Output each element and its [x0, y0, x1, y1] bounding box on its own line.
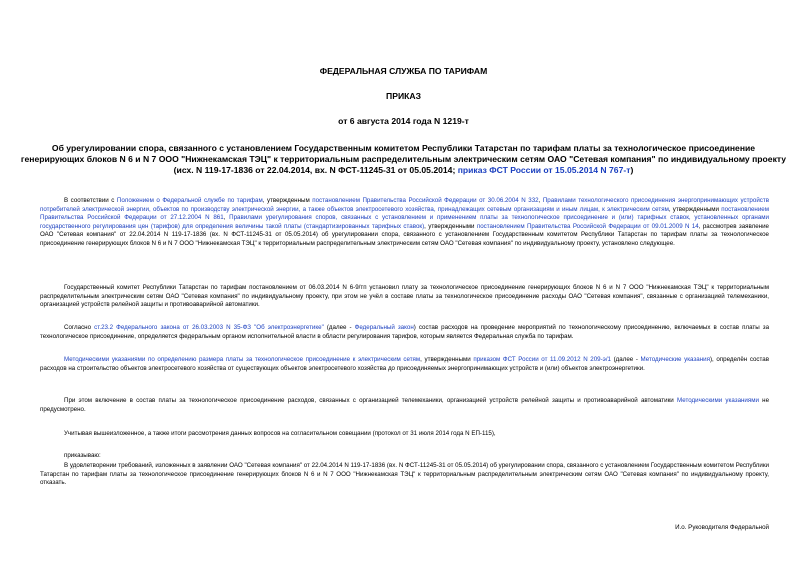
p1-text-6: , утвержденными	[424, 222, 477, 230]
link-decree-14[interactable]: постановлением Правительства Российской Федерации от 09.01.2009 N 14	[476, 222, 699, 230]
p4-text-1: , утвержденными	[420, 356, 474, 363]
p1-text-3: ,	[538, 197, 543, 204]
link-order-209[interactable]: приказом ФСТ России от 11.09.2012 N 209-э/1	[473, 356, 611, 363]
paragraph-1	[40, 197, 769, 248]
link-fst-regulation[interactable]: Положением о Федеральной службе по тарифам	[116, 197, 263, 204]
p4-text-3: ), определён состав расходов на строительство объектов электросетевого хозяйства от существующих объектов электросетевого хозяйства до присоединяемых энергопринимающих устройств и (или) объектов электроэнергетики.	[40, 356, 770, 372]
link-guidelines-short[interactable]: Методические указания	[640, 356, 710, 363]
p1-text-5: ,	[223, 214, 230, 221]
link-federal-law[interactable]: Федеральный закон	[354, 324, 414, 331]
doc-type-heading: ПРИКАЗ	[386, 91, 421, 101]
p1-text-2: , утвержденным	[262, 197, 313, 204]
p1-text-7: , рассмотрев заявление ОАО "Сетевая компания" от 22.04.2014 N 119-17-1836 (вх. N ФСТ-11245-31 от 05.05.2014) об урегулировании спора, связанного с установлением Государственным комитетом Республики Татарстан по тарифам платы за технологическое присоединение генерирующих блоков N 6 и N 7 ООО "Нижнекамская ТЭЦ" к территориальным распределительным электрическим сетям ОАО "Сетевая компания" по индивидуальному проекту, установлено следующее.	[40, 222, 769, 247]
title-ref-suffix: )	[630, 165, 634, 176]
link-dispute-rules[interactable]: Правилами урегулирования споров, связанных с установлением и применением платы за технологическое присоединение и (или) тарифных ставок, установленных органами государственного регулирования цен (тарифов) для определения величины такой платы (стандартизированных тарифных ставок)	[40, 214, 769, 230]
p3-text-1: Согласно	[64, 324, 95, 331]
agency-heading: ФЕДЕРАЛЬНАЯ СЛУЖБА ПО ТАРИФАМ	[319, 66, 488, 76]
title-main: Об урегулировании спора, связанного с установлением Государственным комитетом Республики Татарстан по тарифам платы за технологическое присоединение генерирующих блоков N 6 и N 7 ООО "Нижнекамская ТЭЦ" к территориальным распределительным электрическим сетям ОАО "Сетевая компания" по индивидуальному проекту	[20, 143, 787, 165]
title-ref-prefix: (исх. N 119-17-1836 от 22.04.2014, вх. N ФСТ-11245-31 от 05.05.2014;	[173, 165, 458, 176]
paragraph-7: приказываю:	[64, 452, 101, 459]
paragraph-4	[40, 356, 769, 373]
date-number-heading: от 6 августа 2014 года N 1219-т	[338, 116, 469, 126]
p3-text-2: (далее -	[323, 324, 355, 331]
p1-text-4: , утвержденными	[668, 205, 722, 213]
paragraph-8: В удовлетворении требований, изложенных в заявлении ОАО "Сетевая компания" от 22.04.2014 N 119-17-1836 (вх. N ФСТ-11245-31 от 05.05.2014) об урегулировании спора, связанного с установлением Государственным комитетом Республики Татарстан по тарифам платы за технологическое присоединение генерирующих блоков N 6 и N 7 ООО "Нижнекамская ТЭЦ" к территориальным распределительным электрическим сетям ОАО "Сетевая компания" по индивидуальному проекту, отказать.	[40, 462, 769, 486]
paragraph-2: Государственный комитет Республики Татарстан по тарифам постановлением от 06.03.2014 N 6-9/тп установил плату за технологическое присоединение генерирующих блоков N 6 и N 7 ООО "Нижнекамская ТЭЦ" к территориальным распределительным электрическим сетям ОАО "Сетевая компания" по индивидуальному проекту, при этом не учёл в составе платы за технологическое присоединение расходы ОАО "Сетевая компания", связанные с организацией телемеханики, организацией устройств релейной защиты и противоаварийной автоматики.	[40, 284, 769, 308]
p3-text-3: ) состав расходов на проведение мероприятий по технологическому присоединению, включаемых в состав платы за технологическое присоединение, определяется федеральным органом исполнительной власти в области регулирования тарифов, которым является Федеральная служба по тарифам.	[40, 324, 770, 340]
signature-line: И.о. Руководителя Федеральной	[675, 524, 769, 531]
link-federal-law-35[interactable]: ст.23.2 Федерального закона от 26.03.2003 N 35-ФЗ "Об электроэнергетике"	[94, 324, 324, 331]
document-title	[20, 143, 787, 177]
link-connection-rules[interactable]: Правилами технологического присоединения энергопринимающих устройств потребителей электрической энергии, объектов по производству электрической энергии, а также объектов электросетевого хозяйства, принадлежащих сетевым организациям и иным лицам, к электрическим сетям	[40, 197, 769, 213]
paragraph-6: Учитывая вышеизложенное, а также итоги рассмотрения данных вопросов на согласительном совещании (протокол от 31 июля 2014 года N ЕП-115),	[64, 430, 496, 437]
p1-text-1: В соответствии с	[64, 197, 117, 204]
link-guidelines-ref[interactable]: Методическими указаниями	[676, 397, 759, 404]
link-decree-332[interactable]: постановлением Правительства Российской Федерации от 30.06.2004 N 332	[312, 197, 539, 204]
link-decree-861[interactable]: постановлением Правительства Российской Федерации от 27.12.2004 N 861	[40, 205, 769, 221]
p5-text-1: При этом включение в состав платы за технологическое присоединение расходов, связанных с организацией телемеханики, организацией устройств релейной защиты и противоаварийной автоматики	[64, 397, 677, 404]
title-ref-link[interactable]: приказ ФСТ России от 15.05.2014 N 767-т	[457, 165, 631, 176]
p4-text-2: (далее -	[610, 356, 641, 363]
paragraph-3	[40, 324, 769, 341]
link-methodical-guidelines[interactable]: Методическими указаниями по определению размера платы за технологическое присоединение к электрическим сетям	[64, 356, 421, 363]
p5-text-2: не предусмотрено.	[40, 397, 770, 413]
paragraph-5	[40, 397, 769, 414]
